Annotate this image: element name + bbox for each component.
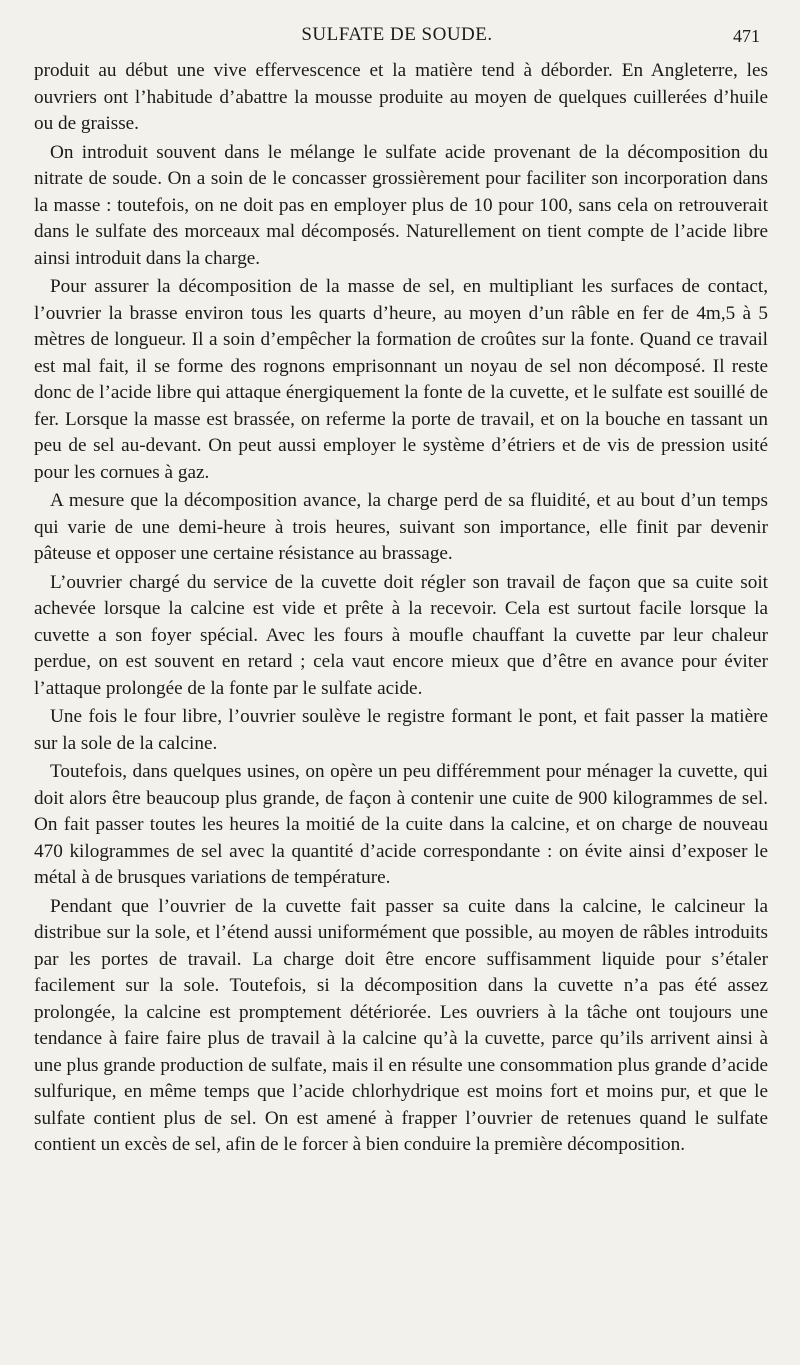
paragraph: produit au début une vive effervescence et la matière tend à déborder. En Angleterre, les ouvriers ont l’habitude d’abattre la mousse produite au moyen de quelques cuillerées d’huile ou de graisse. bbox=[34, 60, 768, 134]
paragraph: Pour assurer la décomposition de la masse de sel, en multipliant les surfaces de contact, l’ouvrier la brasse environ tous les quarts d’heure, au moyen d’un râble en fer de 4m,5 à 5 mètres de longueur. Il a soin d’empêcher la formation de croûtes sur la fonte. Quand ce travail est mal fait, il se forme des rognons emprisonnant un noyau de sel non décomposé. Il reste donc de l’acide libre qui attaque énergiquement la fonte de la cuvette, et le sulfate est souillé de fer. Lorsque la masse est brassée, on referme la porte de travail, et on la bouche en tassant un peu de sel au-devant. On peut aussi employer le système d’étriers et de vis de pression usité pour les cornues à gaz. bbox=[34, 276, 768, 483]
paragraph: Pendant que l’ouvrier de la cuvette fait passer sa cuite dans la calcine, le calcineur la distribue sur la sole, et l’étend aussi uniformément que possible, au moyen de râbles introduits par les portes de travail. La charge doit être encore suffisamment liquide pour s’étaler facilement sur la sole. Toutefois, si la décomposition dans la cuvette n’a pas été assez prolongée, la calcine est promptement détériorée. Les ouvriers à la tâche ont toujours une tendance à faire faire plus de travail à la calcine qu’à la cuvette, parce qu’ils arrivent ainsi à une plus grande production de sulfate, mais il en résulte une consommation plus grande d’acide sulfurique, en même temps que l’acide chlorhydrique est moins fort et moins pur, et que le sulfate contient plus de sel. On est amené à frapper l’ouvrier de retenues quand le sulfate contient un excès de sel, afin de le forcer à bien conduire la première décomposition. bbox=[34, 895, 768, 1155]
paragraph: L’ouvrier chargé du service de la cuvette doit régler son travail de façon que sa cuite soit achevée lorsque la calcine est vide et prête à la recevoir. Cela est surtout facile lorsque la cuvette a son foyer spécial. Avec les fours à moufle chauffant la cuvette par leur chaleur perdue, on est souvent en retard ; cela vaut encore mieux que d’être en avance pour éviter l’attaque prolongée de la fonte par le sulfate acide. bbox=[34, 571, 768, 699]
page-header bbox=[34, 24, 760, 52]
paragraph: A mesure que la décomposition avance, la charge perd de sa fluidité, et au bout d’un temps qui varie de une demi-heure à trois heures, suivant son importance, elle finit par devenir pâteuse et opposer une certaine résistance au brassage. bbox=[34, 490, 768, 564]
running-title: SULFATE DE SOUDE. bbox=[301, 24, 493, 45]
paragraph: Une fois le four libre, l’ouvrier soulève le registre formant le pont, et fait passer la matière sur la sole de la calcine. bbox=[34, 706, 768, 754]
paragraph: Toutefois, dans quelques usines, on opère un peu différemment pour ménager la cuvette, qui doit alors être beaucoup plus grande, de façon à contenir une cuite de 900 kilogrammes de sel. On fait passer toutes les heures la moitié de la cuite dans la calcine, et on charge de nouveau 470 kilogrammes de sel avec la quantité d’acide correspondante : on évite ainsi d’exposer le métal à de brusques variations de température. bbox=[34, 761, 768, 888]
page-number: 471 bbox=[733, 26, 760, 46]
body-text bbox=[34, 58, 768, 1159]
paragraph: On introduit souvent dans le mélange le sulfate acide provenant de la décomposition du nitrate de soude. On a soin de le concasser grossièrement pour faciliter son incorporation dans la masse : toutefois, on ne doit pas en employer plus de 10 pour 100, sans cela on retrouverait dans le sulfate des morceaux mal décomposés. Naturellement on tient compte de l’acide libre ainsi introduit dans la charge. bbox=[34, 141, 768, 269]
